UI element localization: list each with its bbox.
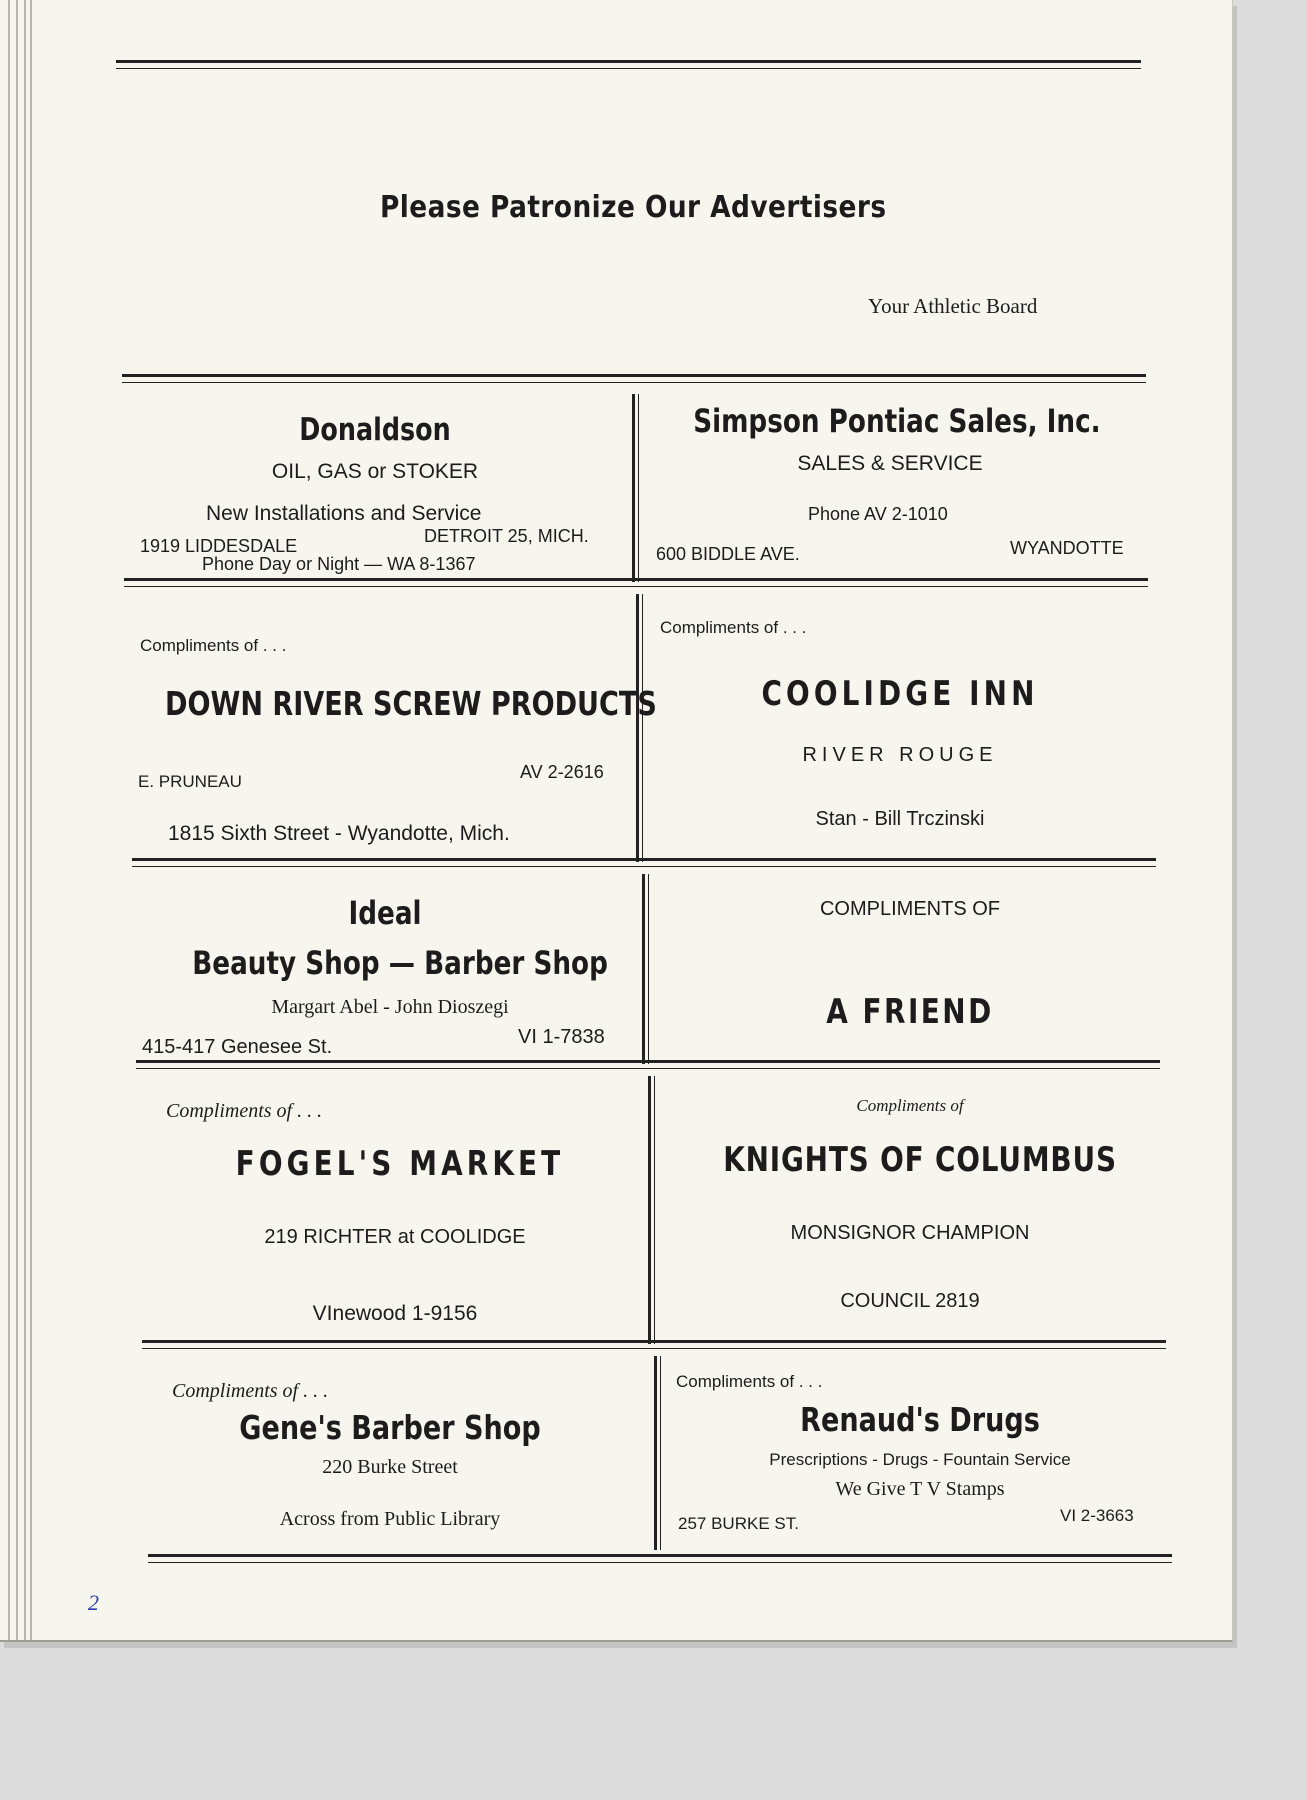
phone: Phone AV 2-1010 [808,504,948,524]
page-title: Please Patronize Our Advertisers [380,190,887,225]
advertiser-name: Ideal [348,894,422,932]
top-rule [116,60,1141,63]
city: WYANDOTTE [1010,538,1124,558]
address: 1815 Sixth Street - Wyandotte, Mich. [168,822,510,845]
grid-rule [132,858,1156,861]
grid-rule-thin [132,866,1156,867]
compliments-label: Compliments of [856,1096,964,1115]
ad-line: SALES & SERVICE [797,452,983,475]
advertiser-name: FOGEL'S MARKET [235,1144,565,1184]
column-divider [632,394,635,582]
phone: VI 1-7838 [518,1026,605,1048]
ad-line: We Give T V Stamps [835,1478,1005,1500]
column-divider [636,594,639,862]
phone: VInewood 1-9156 [312,1302,478,1325]
grid-rule-thin [124,586,1148,587]
bottom-rule-thin [148,1562,1172,1563]
column-divider-thin [660,1356,661,1550]
column-divider-thin [638,394,639,582]
address: 257 BURKE ST. [678,1514,799,1533]
advertiser-name: DOWN RIVER SCREW PRODUCTS [165,684,657,723]
city: RIVER ROUGE [802,744,998,766]
column-divider [642,874,645,1064]
owners: Margart Abel - John Dioszegi [271,996,509,1018]
compliments-label: Compliments of . . . [172,1380,329,1402]
address: 220 Burke Street [322,1456,458,1478]
address: 1919 LIDDESDALE [140,536,298,556]
pencil-mark: 2 [88,1590,99,1615]
compliments-label: Compliments of . . . [140,636,287,655]
ad-line: Prescriptions - Drugs - Fountain Service [769,1450,1071,1469]
advertiser-name: Renaud's Drugs [800,1400,1040,1439]
advertiser-name: A FRIEND [826,992,994,1032]
address: 600 BIDDLE AVE. [656,544,800,564]
owner: E. PRUNEAU [138,772,242,791]
compliments-label: COMPLIMENTS OF [819,898,1000,920]
column-divider [648,1076,651,1344]
column-divider-thin [642,594,643,862]
grid-rule-thin [142,1348,1166,1349]
column-divider-thin [648,874,649,1064]
note: Across from Public Library [279,1508,501,1530]
ad-line: MONSIGNOR CHAMPION [790,1222,1030,1244]
compliments-label: Compliments of . . . [660,618,807,637]
page-edge [16,0,18,1640]
ad-line: New Installations and Service [206,502,482,525]
phone: Phone Day or Night — WA 8-1367 [202,554,476,574]
page-edge [24,0,26,1640]
compliments-label: Compliments of . . . [166,1100,323,1122]
ad-line: Beauty Shop — Barber Shop [192,944,608,982]
grid-rule-thin [122,382,1146,383]
phone: AV 2-2616 [520,762,604,782]
address: 219 RICHTER at COOLIDGE [264,1226,526,1248]
owners: Stan - Bill Trczinski [815,808,985,830]
city: DETROIT 25, MICH. [424,526,589,546]
column-divider [654,1356,657,1550]
advertiser-name: Simpson Pontiac Sales, Inc. [693,402,1101,440]
compliments-label: Compliments of . . . [676,1372,823,1391]
bottom-rule [148,1554,1172,1557]
signature: Your Athletic Board [868,294,1038,318]
ad-line: OIL, GAS or STOKER [271,460,479,483]
address: 415-417 Genesee St. [142,1036,333,1058]
column-divider-thin [654,1076,655,1344]
advertiser-name: Donaldson [299,412,451,448]
advertiser-name: Gene's Barber Shop [239,1408,541,1447]
page-edge [30,0,32,1640]
grid-rule [124,578,1148,581]
top-rule-thin [116,68,1141,69]
grid-rule-thin [136,1068,1160,1069]
advertiser-name: KNIGHTS OF COLUMBUS [723,1140,1117,1180]
ad-line: COUNCIL 2819 [840,1290,980,1312]
advertiser-name: COOLIDGE INN [761,674,1039,714]
page-edge [8,0,10,1640]
phone: VI 2-3663 [1060,1506,1134,1525]
grid-rule [122,374,1146,377]
